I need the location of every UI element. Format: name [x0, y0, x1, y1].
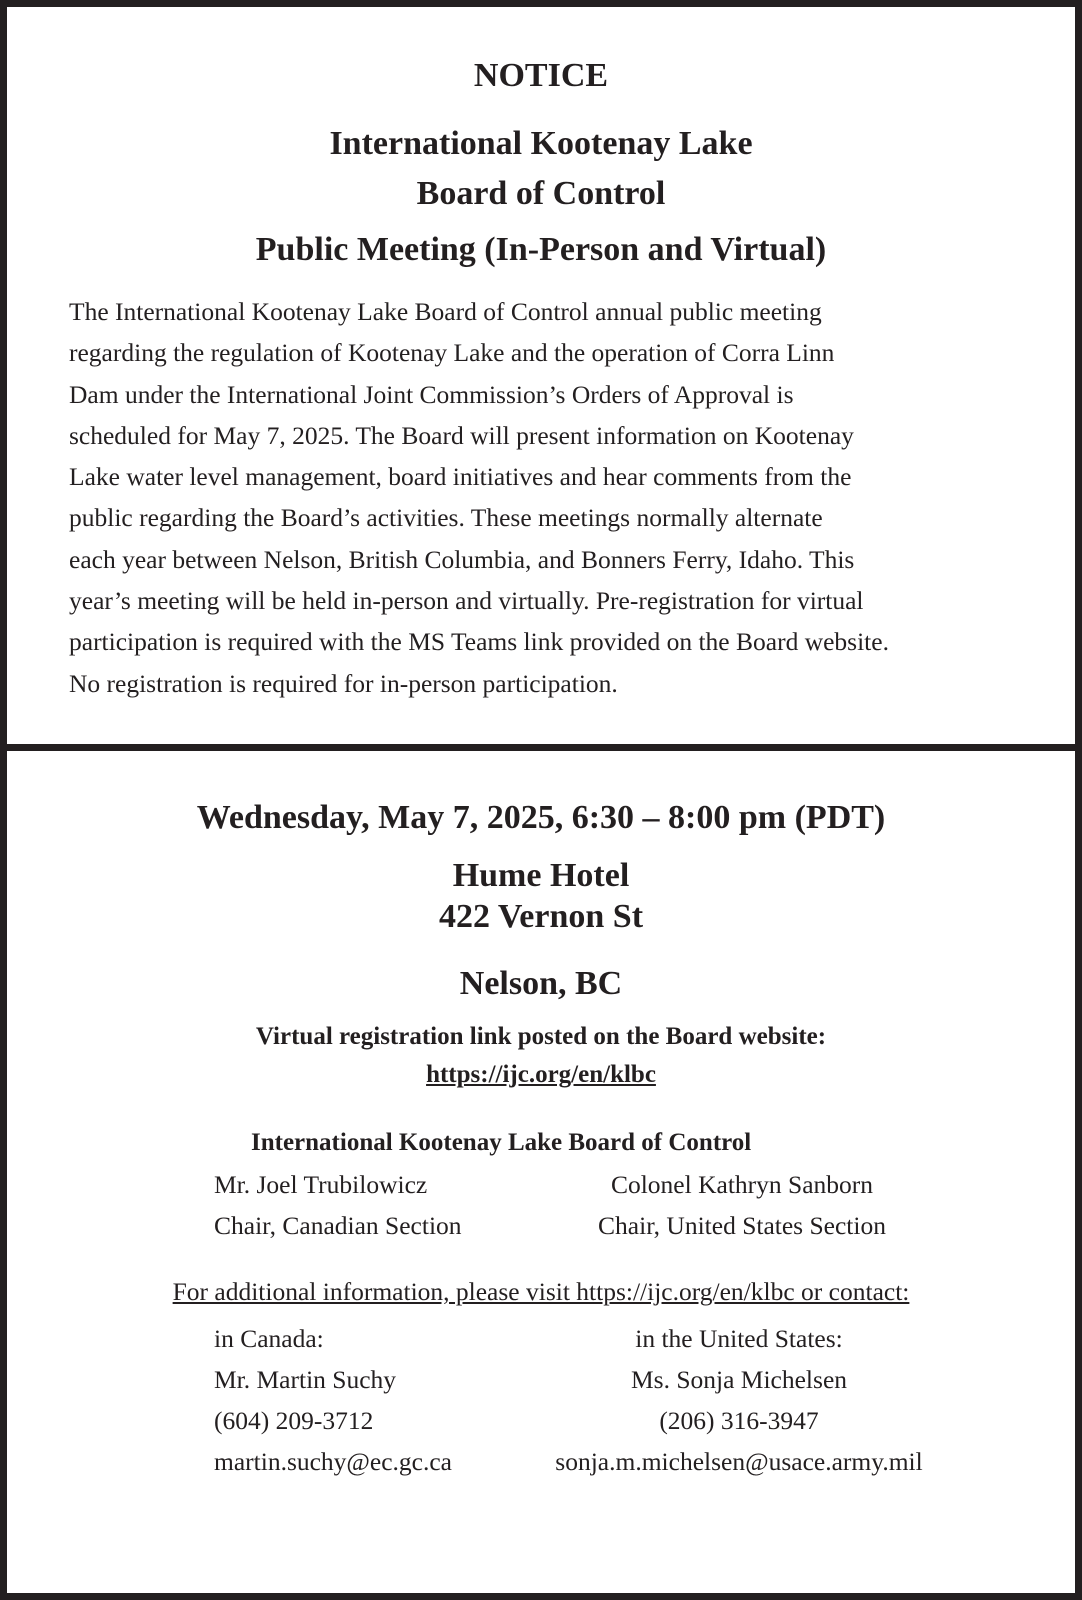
body-line: Lake water level management, board initiatives and hear comments from the [69, 462, 852, 492]
venue-name: Hume Hotel [452, 857, 630, 894]
us-contact-phone: (206) 316-3947 [659, 1406, 819, 1435]
contact-intro[interactable]: For additional information, please visit https://ijc.org/en/klbc or contact: [172, 1277, 910, 1306]
venue-block [7, 855, 1075, 937]
canada-contact-block [214, 1318, 452, 1482]
body-line: No registration is required for in-person participation. [69, 668, 618, 698]
notice-body-paragraph [69, 291, 1029, 704]
event-datetime: Wednesday, May 7, 2025, 6:30 – 8:00 pm (PDT) [196, 799, 886, 836]
registration-link[interactable]: https://ijc.org/en/klbc [426, 1061, 656, 1088]
body-line: The International Kootenay Lake Board of Control annual public meeting [69, 297, 822, 326]
us-chair-name: Colonel Kathryn Sanborn [610, 1170, 874, 1199]
canada-chair-block [214, 1164, 462, 1246]
us-contact-name: Ms. Sonja Michelsen [630, 1365, 848, 1394]
section-divider [0, 744, 1082, 751]
body-line: scheduled for May 7, 2025. The Board will present information on Kootenay [69, 420, 854, 450]
board-name-line-1: International Kootenay Lake [329, 125, 753, 162]
body-line: regarding the regulation of Kootenay Lake and the operation of Corra Linn [69, 338, 835, 368]
canada-chair-name: Mr. Joel Trubilowicz [214, 1170, 428, 1199]
board-name-line-2: Board of Control [416, 175, 666, 212]
canada-contact-phone: (604) 209-3712 [214, 1406, 374, 1435]
us-contact-email[interactable]: sonja.m.michelsen@usace.army.mil [555, 1447, 923, 1476]
event-details-panel [7, 751, 1075, 1593]
canada-chair-title: Chair, Canadian Section [214, 1211, 462, 1240]
body-line: Dam under the International Joint Commission’s Orders of Approval is [69, 379, 794, 409]
body-line: year’s meeting will be held in-person and virtually. Pre-registration for virtual [69, 586, 864, 616]
us-chair-block [577, 1164, 907, 1246]
notice-panel [7, 7, 1075, 748]
canada-contact-label: in Canada: [214, 1324, 324, 1353]
body-line: public regarding the Board’s activities. These meetings normally alternate [69, 503, 823, 533]
notice-title: NOTICE [473, 57, 609, 94]
us-chair-title: Chair, United States Section [598, 1211, 886, 1240]
venue-address: 422 Vernon St [438, 898, 644, 935]
registration-label: Virtual registration link posted on the Board website: [255, 1023, 827, 1050]
canada-contact-email[interactable]: martin.suchy@ec.gc.ca [214, 1447, 453, 1476]
us-contact-label: in the United States: [635, 1324, 843, 1353]
canada-contact-name: Mr. Martin Suchy [214, 1365, 397, 1394]
us-contact-block [529, 1318, 949, 1482]
board-heading: International Kootenay Lake Board of Control [251, 1129, 752, 1156]
board-name-heading [7, 119, 1075, 219]
meeting-type-heading: Public Meeting (In-Person and Virtual) [255, 231, 827, 268]
body-line: each year between Nelson, British Columbia, and Bonners Ferry, Idaho. This [69, 544, 855, 574]
venue-city: Nelson, BC [459, 965, 623, 1002]
body-line: participation is required with the MS Teams link provided on the Board website. [69, 627, 889, 657]
